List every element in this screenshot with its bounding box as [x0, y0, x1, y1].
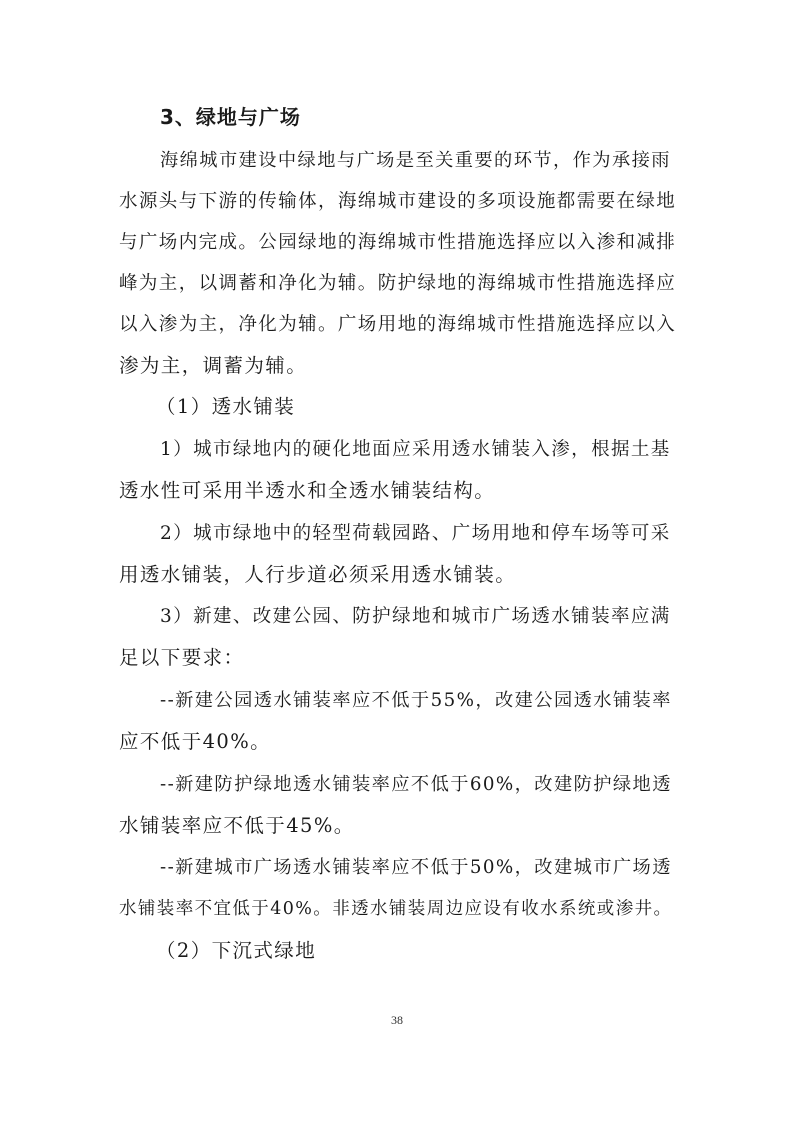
body-text-line: 峰为主，以调蓄和净化为辅。防护绿地的海绵城市性措施选择应	[119, 273, 677, 294]
list-item-line: 水铺装率不宜低于40%。非透水铺装周边应设有收水系统或渗井。	[119, 899, 673, 919]
list-item-line: --新建城市广场透水铺装率应不低于50%，改建城市广场透	[160, 857, 672, 878]
list-item-line: 水铺装率应不低于45%。	[119, 814, 355, 837]
list-item-line: 1）城市绿地内的硬化地面应采用透水铺装入渗，根据土基	[160, 439, 671, 460]
section-heading: 3、绿地与广场	[160, 105, 301, 129]
list-item-line: --新建公园透水铺装率应不低于55%，改建公园透水铺装率	[160, 690, 672, 711]
list-item-line: 足以下要求：	[119, 646, 245, 669]
page-number: 38	[391, 1013, 403, 1027]
list-item-line: 用透水铺装，人行步道必须采用透水铺装。	[119, 563, 517, 586]
list-item-line: --新建防护绿地透水铺装率应不低于60%，改建防护绿地透	[160, 774, 672, 795]
subheading-permeable-paving: （1）透水铺装	[156, 395, 296, 418]
list-item-line: 应不低于40%。	[119, 730, 272, 753]
body-text-line: 以入渗为主，净化为辅。广场用地的海绵城市性措施选择应以入	[119, 314, 677, 335]
body-text-line: 与广场内完成。公园绿地的海绵城市性措施选择应以入渗和减排	[119, 232, 677, 253]
list-item-line: 2）城市绿地中的轻型荷载园路、广场用地和停车场等可采	[160, 523, 671, 544]
body-text-line: 水源头与下游的传输体，海绵城市建设的多项设施都需要在绿地	[119, 191, 677, 212]
subheading-sunken-green-space: （2）下沉式绿地	[156, 939, 317, 962]
list-item-line: 3）新建、改建公园、防护绿地和城市广场透水铺装率应满	[160, 606, 671, 627]
list-item-line: 透水性可采用半透水和全透水铺装结构。	[119, 479, 496, 502]
body-text-line: 渗为主，调蓄为辅。	[119, 354, 308, 377]
body-text-line: 海绵城市建设中绿地与广场是至关重要的环节，作为承接雨	[160, 150, 671, 171]
